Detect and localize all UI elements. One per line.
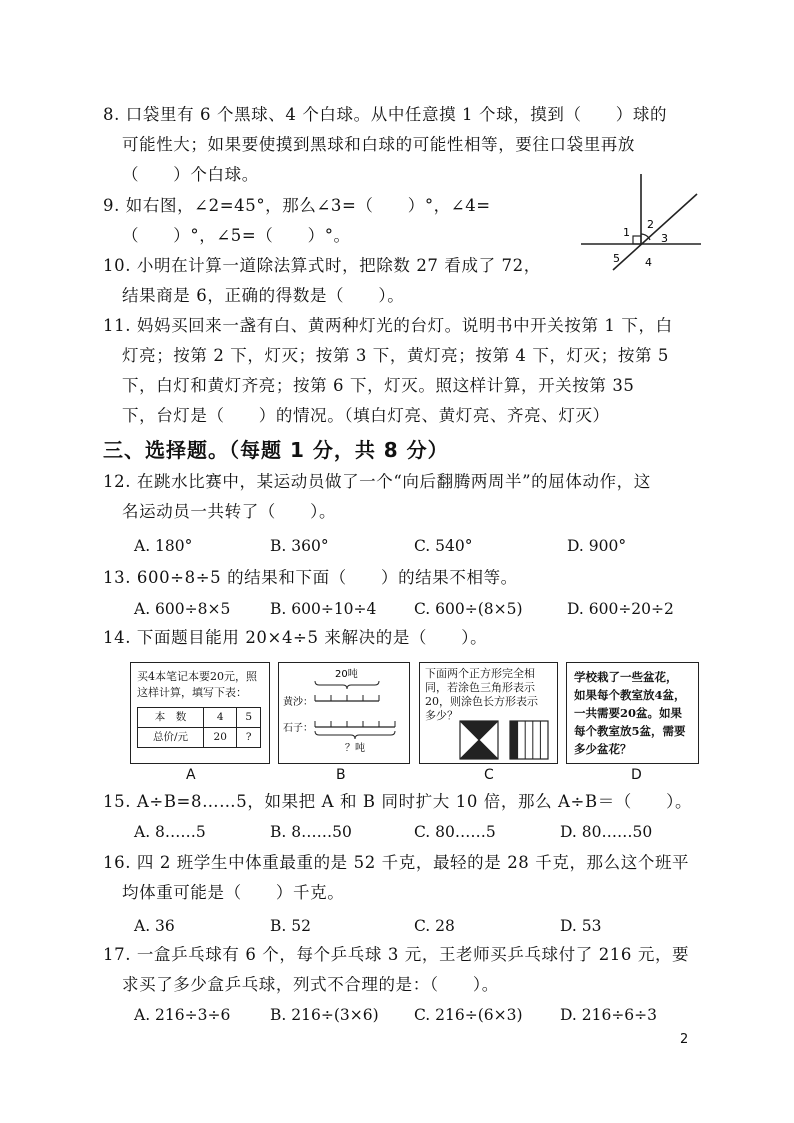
q16-line2: 均体重可能是（ ）千克。 bbox=[122, 883, 345, 902]
q14-line1: 14. 下面题目能用 20×4÷5 来解决的是（ ）。 bbox=[103, 628, 488, 647]
q11-line4: 下，台灯是（ ）的情况。（填白灯亮、黄灯亮、齐亮、灯灭） bbox=[122, 406, 610, 425]
box-b-top-label: 20吨 bbox=[335, 669, 358, 680]
q15-option-d: D. 80……50 bbox=[560, 823, 653, 841]
box-a-table bbox=[137, 707, 261, 748]
box-a-cell: 20 bbox=[203, 728, 237, 748]
q13-line1: 13. 600÷8÷5 的结果和下面（ ）的结果不相等。 bbox=[103, 568, 518, 587]
box-b-segment-diagram bbox=[279, 663, 407, 761]
q11-line1: 11. 妈妈买回来一盏有白、黄两种灯光的台灯。说明书中开关按第 1 下，白 bbox=[103, 316, 673, 335]
q17-line2: 求买了多少盒乒乓球，列式不合理的是：（ ）。 bbox=[122, 975, 499, 994]
q13-option-c: C. 600÷(8×5) bbox=[414, 600, 523, 618]
q16-option-d: D. 53 bbox=[560, 917, 602, 935]
q12-option-d: D. 900° bbox=[567, 537, 627, 555]
box-b-bottom-label: ？吨 bbox=[345, 743, 365, 754]
angle-figure bbox=[577, 170, 707, 280]
q15-option-c: C. 80……5 bbox=[414, 823, 496, 841]
q15-option-b: B. 8……50 bbox=[270, 823, 352, 841]
q16-line1: 16. 四 2 班学生中体重最重的是 52 千克，最轻的是 28 千克，那么这个班平 bbox=[103, 853, 690, 872]
q12-option-a: A. 180° bbox=[134, 537, 193, 555]
box-b-stone-label: 石子： bbox=[283, 723, 313, 734]
box-a-cell: 总价/元 bbox=[138, 728, 204, 748]
box-a-text-2: 这样计算，填写下表： bbox=[137, 686, 247, 699]
q14-box-b bbox=[278, 662, 410, 764]
section-heading: 三、选择题。（每题 1 分，共 8 分） bbox=[103, 438, 449, 462]
q17-option-d: D. 216÷6÷3 bbox=[560, 1006, 658, 1024]
q11-line3: 下，白灯和黄灯齐亮；按第 6 下，灯灭。照这样计算，开关按第 35 bbox=[122, 376, 635, 395]
box-c-text-1: 下面两个正方形完全相 bbox=[425, 667, 535, 680]
angle-label-4: 4 bbox=[645, 256, 652, 269]
box-d-text-5: 多少盆花？ bbox=[574, 742, 632, 756]
box-c-text-4: 多少？ bbox=[425, 709, 458, 722]
box-c-label: C bbox=[484, 767, 494, 783]
box-d-text-2: 如果每个教室放4盆， bbox=[574, 688, 686, 702]
q17-option-b: B. 216÷(3×6) bbox=[270, 1006, 379, 1024]
box-c-text-3: 20，则涂色长方形表示 bbox=[425, 695, 538, 708]
angle-label-3: 3 bbox=[661, 232, 668, 245]
q14-box-d bbox=[566, 662, 699, 764]
angle-label-2: 2 bbox=[647, 218, 654, 231]
box-c-squares bbox=[426, 719, 550, 761]
q17-option-c: C. 216÷(6×3) bbox=[414, 1006, 523, 1024]
q12-line2: 名运动员一共转了（ ）。 bbox=[122, 502, 337, 521]
box-b-sand-label: 黄沙： bbox=[283, 697, 313, 708]
box-a-cell: 5 bbox=[237, 708, 261, 728]
q8-line3: （ ）个白球。 bbox=[122, 165, 259, 184]
q15-option-a: A. 8……5 bbox=[134, 823, 206, 841]
q9-line2: （ ）°，∠5=（ ）°。 bbox=[122, 226, 351, 245]
q11-line2: 灯亮；按第 2 下，灯灭；按第 3 下，黄灯亮；按第 4 下，灯灭；按第 5 bbox=[122, 346, 670, 365]
q16-option-c: C. 28 bbox=[414, 917, 455, 935]
q12-line1: 12. 在跳水比赛中，某运动员做了一个“向后翻腾两周半”的屈体动作，这 bbox=[103, 472, 651, 491]
box-d-label: D bbox=[631, 767, 642, 783]
angle-label-1: 1 bbox=[623, 226, 630, 239]
page-number: 2 bbox=[680, 1032, 689, 1047]
box-a-text-1: 买4本笔记本要20元，照 bbox=[137, 670, 257, 683]
box-d-text-4: 每个教室放5盆，需要 bbox=[574, 724, 686, 738]
q13-option-d: D. 600÷20÷2 bbox=[567, 600, 674, 618]
angle-label-5: 5 bbox=[613, 252, 620, 265]
q16-option-a: A. 36 bbox=[134, 917, 175, 935]
q16-option-b: B. 52 bbox=[270, 917, 311, 935]
box-d-text-1: 学校栽了一些盆花， bbox=[574, 670, 678, 684]
box-b-label: B bbox=[336, 767, 346, 783]
q14-box-a bbox=[130, 662, 270, 764]
q10-line2: 结果商是 6，正确的得数是（ ）。 bbox=[122, 286, 405, 305]
q17-option-a: A. 216÷3÷6 bbox=[134, 1006, 231, 1024]
q14-box-c bbox=[419, 662, 558, 764]
box-a-cell: 本 数 bbox=[138, 708, 204, 728]
q12-option-c: C. 540° bbox=[414, 537, 473, 555]
q15-line1: 15. A÷B=8……5，如果把 A 和 B 同时扩大 10 倍，那么 A÷B＝（ ）。 bbox=[103, 792, 693, 811]
q8-line2: 可能性大；如果要使摸到黑球和白球的可能性相等，要往口袋里再放 bbox=[122, 135, 635, 154]
q9-line1: 9. 如右图，∠2=45°，那么∠3=（ ）°，∠4= bbox=[103, 196, 491, 215]
q13-option-b: B. 600÷10÷4 bbox=[270, 600, 377, 618]
q17-line1: 17. 一盒乒乓球有 6 个，每个乒乓球 3 元，王老师买乒乓球付了 216 元，要 bbox=[103, 945, 690, 964]
box-a-cell: 4 bbox=[203, 708, 237, 728]
q13-option-a: A. 600÷8×5 bbox=[134, 600, 231, 618]
box-c-text-2: 同，若涂色三角形表示 bbox=[425, 681, 535, 694]
q10-line1: 10. 小明在计算一道除法算式时，把除数 27 看成了 72， bbox=[103, 256, 541, 275]
q8-line1: 8. 口袋里有 6 个黑球、4 个白球。从中任意摸 1 个球，摸到（ ）球的 bbox=[103, 105, 668, 124]
box-a-cell: ? bbox=[237, 728, 261, 748]
box-a-label: A bbox=[186, 767, 196, 783]
q12-option-b: B. 360° bbox=[270, 537, 329, 555]
box-d-text-3: 一共需要20盆。如果 bbox=[574, 706, 683, 720]
